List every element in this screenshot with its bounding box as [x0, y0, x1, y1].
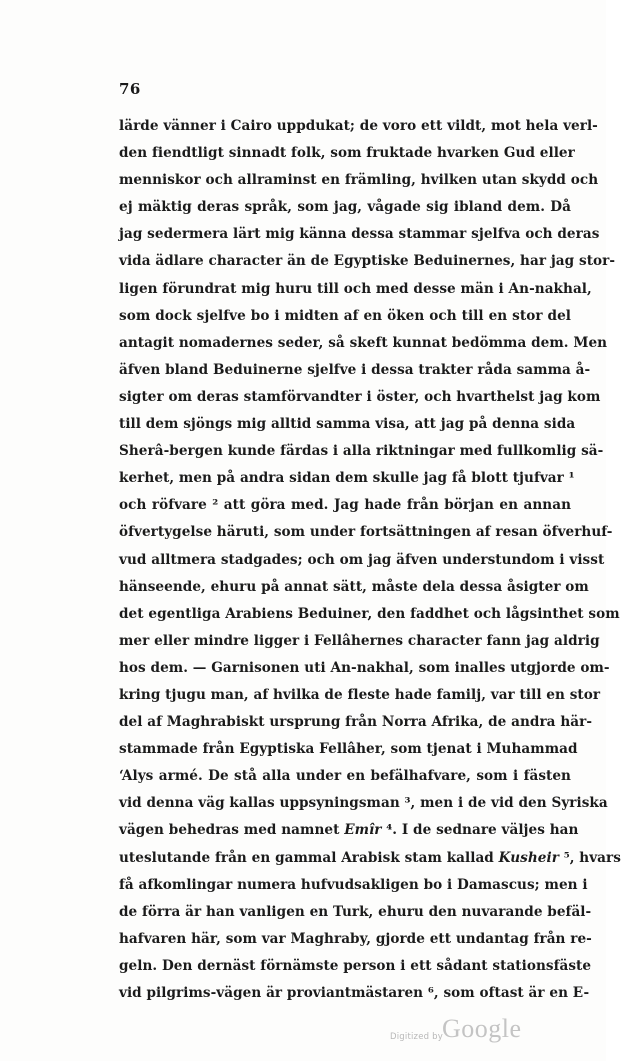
google-logo: Google [442, 1014, 522, 1043]
text-line: del af Maghrabiskt ursprung från Norra Afrika, de andra här- [119, 714, 593, 731]
text-line: vida ädlare character än de Egyptiske Beduinernes, har jag stor- [119, 253, 616, 270]
body-text [119, 113, 621, 1007]
text-line: äfven bland Beduinerne sjelfve i dessa trakter råda samma å- [119, 361, 591, 378]
text-line: vägen behedras med namnet Emîr ⁴. I de sednare väljes han [119, 822, 579, 839]
text-line: Sherâ-bergen kunde färdas i alla riktningar med fullkomlig sä- [119, 443, 604, 460]
text-line: och röfvare ² att göra med. Jag hade från början en annan [119, 497, 571, 514]
text-line: vid pilgrims-vägen är proviantmästaren ⁶, som oftast är en E- [119, 985, 590, 1001]
text-line: kring tjugu man, af hvilka de fleste hade familj, var till en stor [119, 686, 601, 703]
text-line: hos dem. — Garnisonen uti An-nakhal, som inalles utgjorde om- [119, 659, 610, 676]
text-line: antagit nomadernes seder, så skeft kunnat bedömma dem. Men [119, 334, 608, 351]
text-line: uteslutande från en gammal Arabisk stam kallad Kusheir ⁵, hvars [119, 849, 621, 866]
text-line: de förra är han vanligen en Turk, ehuru den nuvarande befäl- [119, 903, 592, 920]
text-line: till dem sjöngs mig alltid samma visa, att jag på denna sida [119, 416, 576, 433]
text-line: vud alltmera stadgades; och om jag äfven understundom i visst [119, 551, 605, 568]
text-line: det egentliga Arabiens Beduiner, den faddhet och lågsinthet som [119, 605, 620, 622]
text-line: geln. Den dernäst förnämste person i ett sådant stationsfäste [119, 957, 592, 974]
text-line: ligen förundrat mig huru till och med desse män i An-nakhal, [119, 280, 592, 297]
text-line: jag sedermera lärt mig känna dessa stammar sjelfva och deras [119, 226, 600, 243]
text-line: hafvaren här, som var Maghraby, gjorde ett undantag från re- [119, 930, 592, 947]
text-line: sigter om deras stamförvandter i öster, och hvarthelst jag kom [119, 388, 601, 405]
text-line: som dock sjelfve bo i midten af en öken och till en stor del [119, 307, 571, 324]
page-number: 76 [119, 80, 141, 98]
text-line: kerhet, men på andra sidan dem skulle jag få blott tjufvar ¹ [119, 470, 575, 487]
text-line: ej mäktig deras språk, som jag, vågade sig ibland dem. Då [119, 199, 571, 216]
text-line: ʻAlys armé. De stå alla under en befälhafvare, som i fästen [119, 768, 571, 785]
digitization-watermark [390, 1010, 560, 1050]
text-line: stammade från Egyptiska Fellâher, som tjenat i Muhammad [119, 741, 578, 758]
text-line: lärde vänner i Cairo uppdukat; de voro ett vildt, mot hela verl- [119, 118, 598, 134]
text-line: öfvertygelse häruti, som under fortsättningen af resan öfverhuf- [119, 524, 613, 541]
text-line: den fiendtligt sinnadt folk, som fruktade hvarken Gud eller [119, 145, 575, 162]
text-line: hänseende, ehuru på annat sätt, måste dela dessa åsigter om [119, 578, 589, 595]
digitized-by-label: Digitized by [390, 1032, 443, 1042]
text-line: menniskor och allraminst en främling, hvilken utan skydd och [119, 172, 599, 189]
text-line: vid denna väg kallas uppsyningsman ³, men i de vid den Syriska [119, 795, 608, 812]
text-line: få afkomlingar numera hufvudsakligen bo i Damascus; men i [119, 876, 588, 893]
text-line: mer eller mindre ligger i Fellâhernes character fann jag aldrig [119, 632, 600, 649]
